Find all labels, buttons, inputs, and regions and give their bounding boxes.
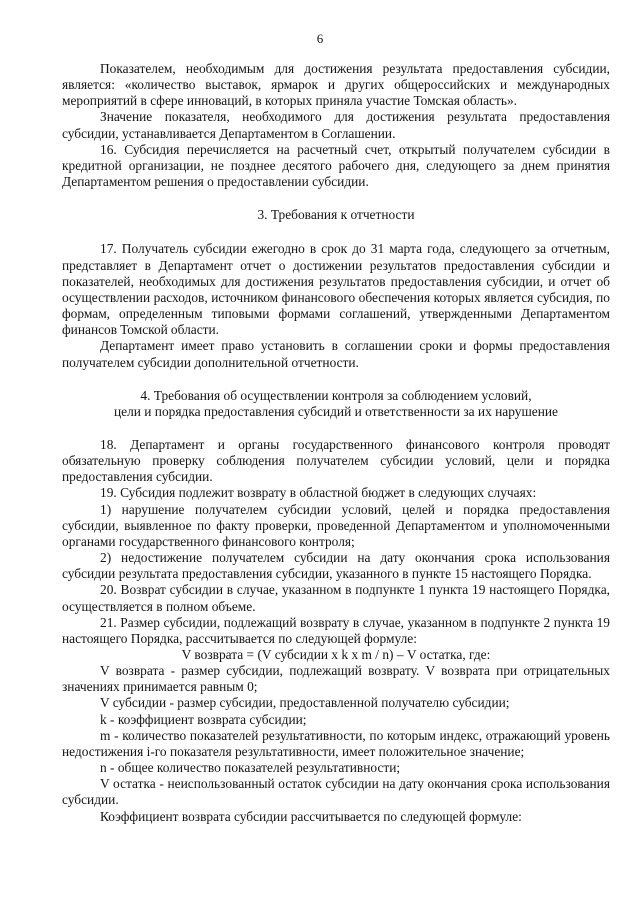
definition-v-refund: V возврата - размер субсидии, подлежащий возврату. V возврата при отрицательных значениях принимается равным 0;	[62, 663, 610, 695]
paragraph-18: 18. Департамент и органы государственного финансового контроля проводят обязательную проверку соблюдения получателем субсидии условий, цели и порядка предоставления субсидии.	[62, 436, 610, 485]
definition-v-subsidy: V субсидии - размер субсидии, предоставленной получателю субсидии;	[100, 695, 510, 711]
page-number: 6	[316, 31, 324, 46]
paragraph-17: 17. Получатель субсидии ежегодно в срок до 31 марта года, следующего за отчетным, представляет в Департамент отчет о достижении результатов предоставления субсидии и показателей, необходимых для достижения результатов предоставления субсидии, и отчет об осуществлении расходов, источником финансового обеспечения которых является субсидия, по формам, определенным типовыми формами соглашений, утвержденными Департаментом финансов Томской области.	[62, 241, 610, 338]
section-3-heading: 3. Требования к отчетности	[257, 207, 415, 223]
definition-n: n - общее количество показателей результативности;	[100, 760, 401, 776]
coefficient-formula-intro: Коэффициент возврата субсидии рассчитывается по следующей формуле:	[100, 808, 522, 824]
paragraph-21: 21. Размер субсидии, подлежащий возврату в случае, указанном в подпункте 2 пункта 19 настоящего Порядка, рассчитывается по следующей формуле:	[62, 614, 610, 646]
document-body	[62, 61, 610, 825]
section-4-heading-line-2: цели и порядка предоставления субсидий и ответственности за их нарушение	[113, 403, 558, 419]
section-4-heading	[62, 388, 610, 420]
paragraph-17-additional: Департамент имеет право установить в соглашении сроки и формы предоставления получателем субсидии дополнительной отчетности.	[62, 338, 610, 370]
definition-k: k - коэффициент возврата субсидии;	[100, 711, 307, 727]
paragraph-19-item-1: 1) нарушение получателем субсидии условий, целей и порядка предоставления субсидии, выявленное по факту проверки, проведенной Департаментом и уполномоченными органами государственного финансового контроля;	[62, 501, 610, 549]
refund-formula: V возврата = (V субсидии x k x m / n) – V остатка, где:	[181, 647, 491, 662]
definition-m: m - количество показателей результативности, по которым индекс, отражающий уровень недостижения i-го показателя результативности, имеет положительное значение;	[62, 727, 610, 759]
paragraph-16: 16. Субсидия перечисляется на расчетный счет, открытый получателем субсидии в кредитной организации, не позднее десятого рабочего дня, следующего за днем принятия Департаментом решения о предоставлении субсидии.	[62, 141, 610, 190]
paragraph-19-item-2: 2) недостижение получателем субсидии на дату окончания срока использования субсидии результата предоставления субсидии, указанного в пункте 15 настоящего Порядка.	[62, 550, 610, 582]
paragraph-20: 20. Возврат субсидии в случае, указанном в подпункте 1 пункта 19 настоящего Порядка, осуществляется в полном объеме.	[62, 582, 610, 614]
definition-v-remainder: V остатка - неиспользованный остаток субсидии на дату окончания срока использования субсидии.	[62, 776, 610, 808]
section-4-heading-line-1: 4. Требования об осуществлении контроля за соблюдением условий,	[140, 387, 532, 403]
paragraph-indicator-value: Значение показателя, необходимого для достижения результата предоставления субсидии, устанавливается Департаментом в Соглашении.	[62, 109, 610, 141]
paragraph-indicator: Показателем, необходимым для достижения результата предоставления субсидии, является: «количество выставок, ярмарок и других общероссийских и международных мероприятий в сфере инноваций, в которых приняла участие Томская область».	[62, 61, 610, 109]
paragraph-19: 19. Субсидия подлежит возврату в областной бюджет в следующих случаях:	[100, 485, 537, 501]
